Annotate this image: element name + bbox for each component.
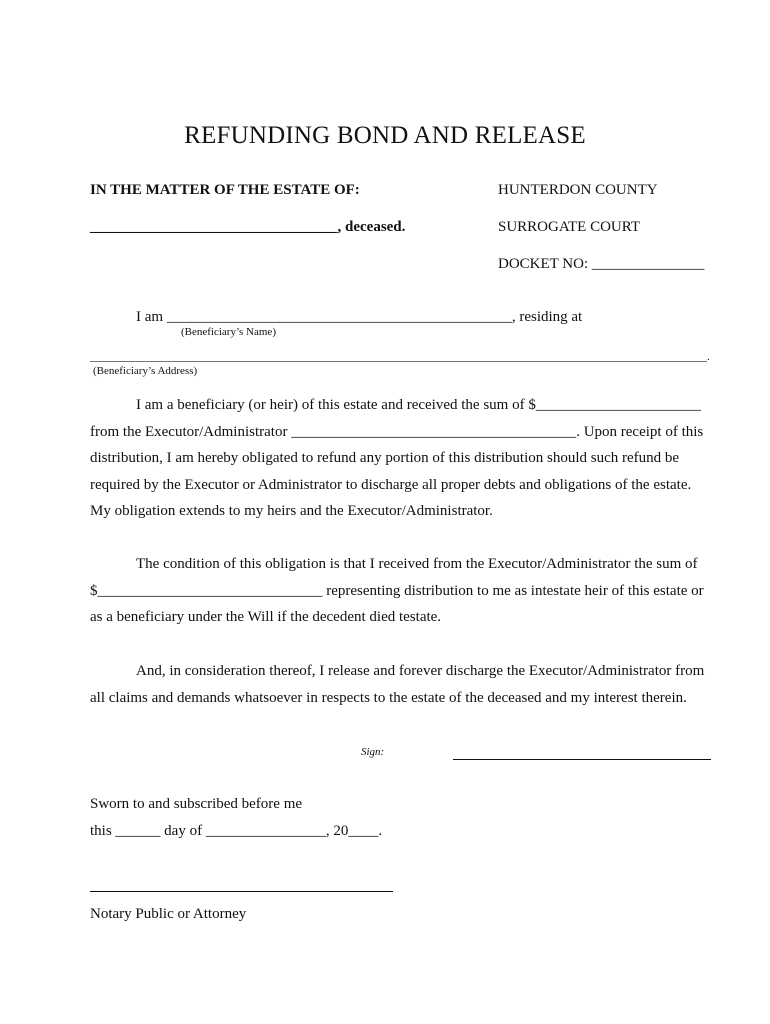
beneficiary-address-field[interactable] bbox=[90, 361, 707, 362]
county-label: HUNTERDON COUNTY bbox=[498, 182, 658, 198]
beneficiary-address-caption: (Beneficiary’s Address) bbox=[93, 365, 198, 377]
beneficiary-name-line bbox=[136, 309, 582, 326]
notary-signature-line[interactable] bbox=[90, 891, 393, 892]
deceased-suffix: , deceased. bbox=[337, 219, 406, 235]
paragraph-condition bbox=[90, 551, 715, 631]
deceased-name-blank[interactable]: _________________________________ bbox=[90, 219, 338, 235]
paragraph-release bbox=[90, 658, 715, 711]
document-title: REFUNDING BOND AND RELEASE bbox=[184, 122, 586, 149]
i-am-label: I am bbox=[136, 309, 164, 325]
estate-matter-label: IN THE MATTER OF THE ESTATE OF: bbox=[90, 182, 360, 198]
paragraph-release-text: And, in consideration thereof, I release and forever discharge the Executor/Administrator from all claims and demands whatsoever in respects to the estate of the deceased and my interest therein. bbox=[90, 663, 705, 706]
address-end-period: . bbox=[707, 351, 710, 363]
sworn-statement: Sworn to and subscribed before me bbox=[90, 796, 303, 812]
beneficiary-name-caption: (Beneficiary’s Name) bbox=[181, 326, 276, 338]
paragraph-refund-obligation-text: I am a beneficiary (or heir) of this estate and received the sum of $______________________ from the Executor/Administrator ______________________________________. Upon receipt of this distribution, I am hereby obligated to refund any portion of this distribution should such refund be required by the Executor or Administrator to discharge all proper debts and obligations of the estate. My obligation extends to my heirs and the Executor/Administrator. bbox=[90, 397, 704, 520]
paragraph-refund-obligation bbox=[90, 392, 715, 525]
residing-at-label: , residing at bbox=[511, 309, 583, 325]
sign-label: Sign: bbox=[361, 746, 385, 758]
docket-number-field[interactable]: DOCKET NO: _______________ bbox=[498, 256, 705, 272]
beneficiary-name-blank[interactable]: ______________________________________________ bbox=[166, 309, 512, 325]
court-label: SURROGATE COURT bbox=[498, 219, 641, 235]
sworn-date-line[interactable]: this ______ day of ________________, 20____. bbox=[90, 823, 383, 839]
paragraph-condition-text: The condition of this obligation is that I received from the Executor/Administrator the sum of $______________________________ representing distribution to me as intestate heir of this estate or as a beneficiary under the Will if the decedent died testate. bbox=[90, 556, 704, 626]
notary-label: Notary Public or Attorney bbox=[90, 906, 247, 922]
signature-line[interactable] bbox=[453, 759, 711, 760]
deceased-line bbox=[90, 219, 405, 236]
